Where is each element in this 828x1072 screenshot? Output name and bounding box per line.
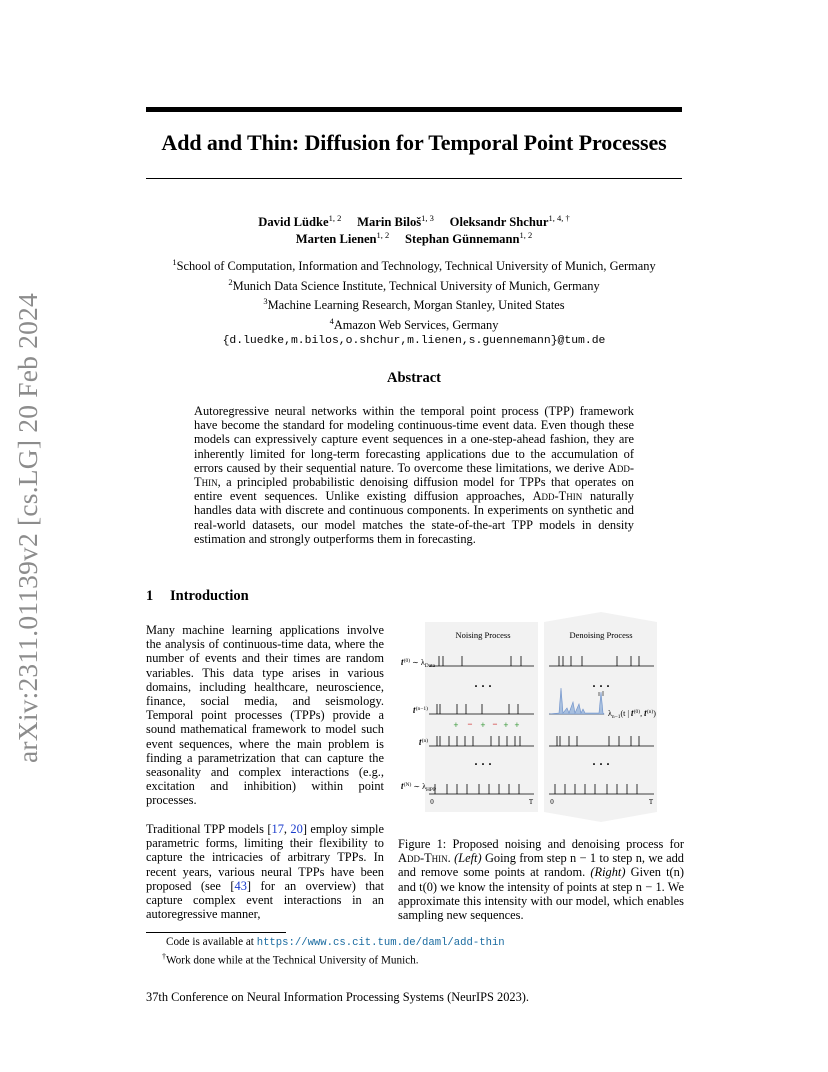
conference-note: 37th Conference on Neural Information Processing Systems (NeurIPS 2023). — [146, 990, 530, 1004]
denoising-title: Denoising Process — [569, 630, 633, 640]
author-affil-sup: 1, 2 — [519, 230, 533, 240]
footnote-rule — [146, 932, 286, 933]
arxiv-stamp: arXiv:2311.01139v2 [cs.LG] 20 Feb 2024 — [12, 293, 43, 763]
svg-text:+: + — [453, 720, 459, 730]
caption-right-label: (Right) — [590, 865, 626, 880]
affil-text: Machine Learning Research, Morgan Stanley, United States — [267, 298, 565, 313]
author-line-2 — [146, 230, 682, 247]
affiliation-line — [146, 294, 682, 314]
caption-left-label: (Left) — [454, 851, 482, 866]
author-name: Stephan Günnemann — [405, 232, 520, 247]
caption-part: . — [447, 851, 455, 866]
noising-title: Noising Process — [455, 630, 511, 640]
affil-sup: 4 — [329, 316, 334, 327]
affiliation-line — [146, 275, 682, 295]
svg-text:+: + — [514, 720, 520, 730]
footnote-dagger — [162, 950, 419, 968]
figure-caption — [398, 837, 684, 922]
svg-text:+: + — [503, 720, 509, 730]
author-name: Oleksandr Shchur — [449, 215, 549, 230]
footnote-sup: † — [162, 952, 166, 961]
text-part: ] employ simple parametric forms, limiting their flexibility to capture the intricacies of arbitrary TPPs. In recent years, various neural TPPs have been proposed (see [ — [146, 822, 385, 893]
label-tn-1: 𝒕$^{(n-1)}$ — [413, 706, 428, 715]
citation-link[interactable]: 43 — [234, 878, 247, 893]
label-tN: 𝒕$^{(N)}$ ∼ $\lambda_{HPP}$ — [401, 782, 437, 793]
author-affil-sup: 1, 2 — [376, 230, 390, 240]
label-t0: 𝒕$^{(0)}$ ∼ $\lambda_{Data}$ — [401, 658, 436, 669]
svg-text:−: − — [492, 719, 498, 729]
abstract-part: naturally handles data with discrete and continuous components. In experiments on synthetic and real-world datasets, our model matches the state-of-the-art TPP models in density estimation and strongly outperforms them in forecasting. — [194, 489, 634, 546]
method-name: Add-Thin — [532, 489, 583, 504]
svg-text:+: + — [480, 720, 486, 730]
footnote-text: Code is available at — [166, 936, 257, 948]
author-affil-sup: 1, 4, † — [548, 213, 570, 223]
text-part: , — [283, 822, 291, 836]
section-heading — [146, 588, 249, 605]
code-url-link[interactable]: https://www.cs.cit.tum.de/daml/add-thin — [256, 937, 505, 949]
label-tn: 𝒕$^{(n)}$ — [419, 738, 429, 747]
caption-part: Given t(n) and t(0) we know the intensity of points at step n − 1. We approximate this intensity with our model, which enables sampling new sequences. — [398, 865, 685, 923]
title-bottom-rule — [146, 178, 682, 179]
method-name: Add-Thin — [194, 460, 634, 490]
abstract-heading: Abstract — [387, 370, 441, 386]
abstract-part: , a principled probabilistic denoising diffusion model for TPPs that operates on entire event sequences. Unlike existing diffusion approaches, — [194, 475, 634, 504]
affil-text: Munich Data Science Institute, Technical University of Munich, Germany — [232, 278, 600, 293]
affil-text: School of Computation, Information and Technology, Technical University of Munich, Germany — [176, 259, 656, 274]
affiliation-line — [146, 314, 682, 334]
tick-zero: 0 — [430, 798, 434, 806]
figure-noising-denoising — [399, 612, 683, 824]
intensity-label: $\lambda_{n-1}(t$ | 𝒕$^{(0)}$, 𝒕$^{(n)}$) — [608, 709, 656, 720]
title-top-rule — [146, 107, 682, 112]
affil-sup: 1 — [172, 257, 177, 267]
svg-text:· · ·: · · · — [473, 757, 493, 771]
citation-link[interactable]: 17 — [271, 822, 284, 836]
tick-zero: 0 — [550, 798, 554, 806]
author-name: Marten Lienen — [295, 232, 377, 247]
svg-text:· · ·: · · · — [591, 757, 611, 771]
abstract-text — [194, 404, 634, 546]
section-number: 1 — [146, 588, 154, 604]
svg-text:−: − — [467, 719, 473, 729]
method-name: Add-Thin — [398, 851, 448, 866]
intro-paragraph-1: Many machine learning applications involve the analysis of continuous-time data, where the number of events and their times are random variables. This data type arises in various domains, including healthcare, neuroscience, finance, social media, and seismology. Temporal point processes (TPPs) provide a sound mathematical framework to model such event sequences, where the main problem is finding a parametrization that can capture the seasonality and complex interactions (e.g., excitation and inhibition) within point processes. — [146, 623, 384, 808]
affil-sup: 2 — [228, 276, 233, 287]
author-line-1 — [146, 213, 682, 230]
abstract-part: Autoregressive neural networks within the temporal point process (TPP) framework have become the standard for modeling continuous-time event data. Even though these models can expressively capture event sequences in a one-step-ahead fashion, they are inherently limited for long-term forecasting applications due to the accumulation of errors caused by their sequential nature. To overcome these limitations, we derive — [194, 404, 634, 475]
section-title: Introduction — [170, 588, 249, 604]
caption-part: Going from step n − 1 to step n, we add and remove some points at random. — [398, 851, 685, 880]
tick-T: T — [648, 798, 654, 806]
text-part: Traditional TPP models [ — [146, 822, 272, 836]
svg-text:· · ·: · · · — [473, 679, 493, 693]
author-emails: {d.luedke,m.bilos,o.shchur,m.lienen,s.guennemann}@tum.de — [222, 334, 606, 347]
author-affil-sup: 1, 3 — [421, 213, 434, 223]
intro-paragraph-2 — [146, 822, 384, 921]
affiliations — [146, 255, 682, 349]
affil-sup: 3 — [263, 296, 268, 307]
noising-panel — [425, 622, 538, 812]
footnote-text: Work done while at the Technical University of Munich. — [166, 954, 419, 967]
author-name: David Lüdke — [258, 215, 329, 230]
author-name: Marin Biloš — [357, 215, 422, 230]
caption-part: Figure 1: Proposed noising and denoising process for — [398, 837, 684, 851]
paper-title: Add and Thin: Diffusion for Temporal Point Processes — [161, 130, 667, 155]
footnote-code — [166, 935, 505, 950]
text-part: ] for an overview) that capture complex event interactions in an autoregressive manner, — [146, 878, 384, 922]
affil-text: Amazon Web Services, Germany — [333, 318, 499, 333]
svg-text:· · ·: · · · — [591, 679, 611, 693]
tick-T: T — [528, 798, 534, 806]
affiliation-line — [146, 255, 682, 275]
author-affil-sup: 1, 2 — [328, 213, 342, 223]
citation-link[interactable]: 20 — [290, 822, 303, 836]
